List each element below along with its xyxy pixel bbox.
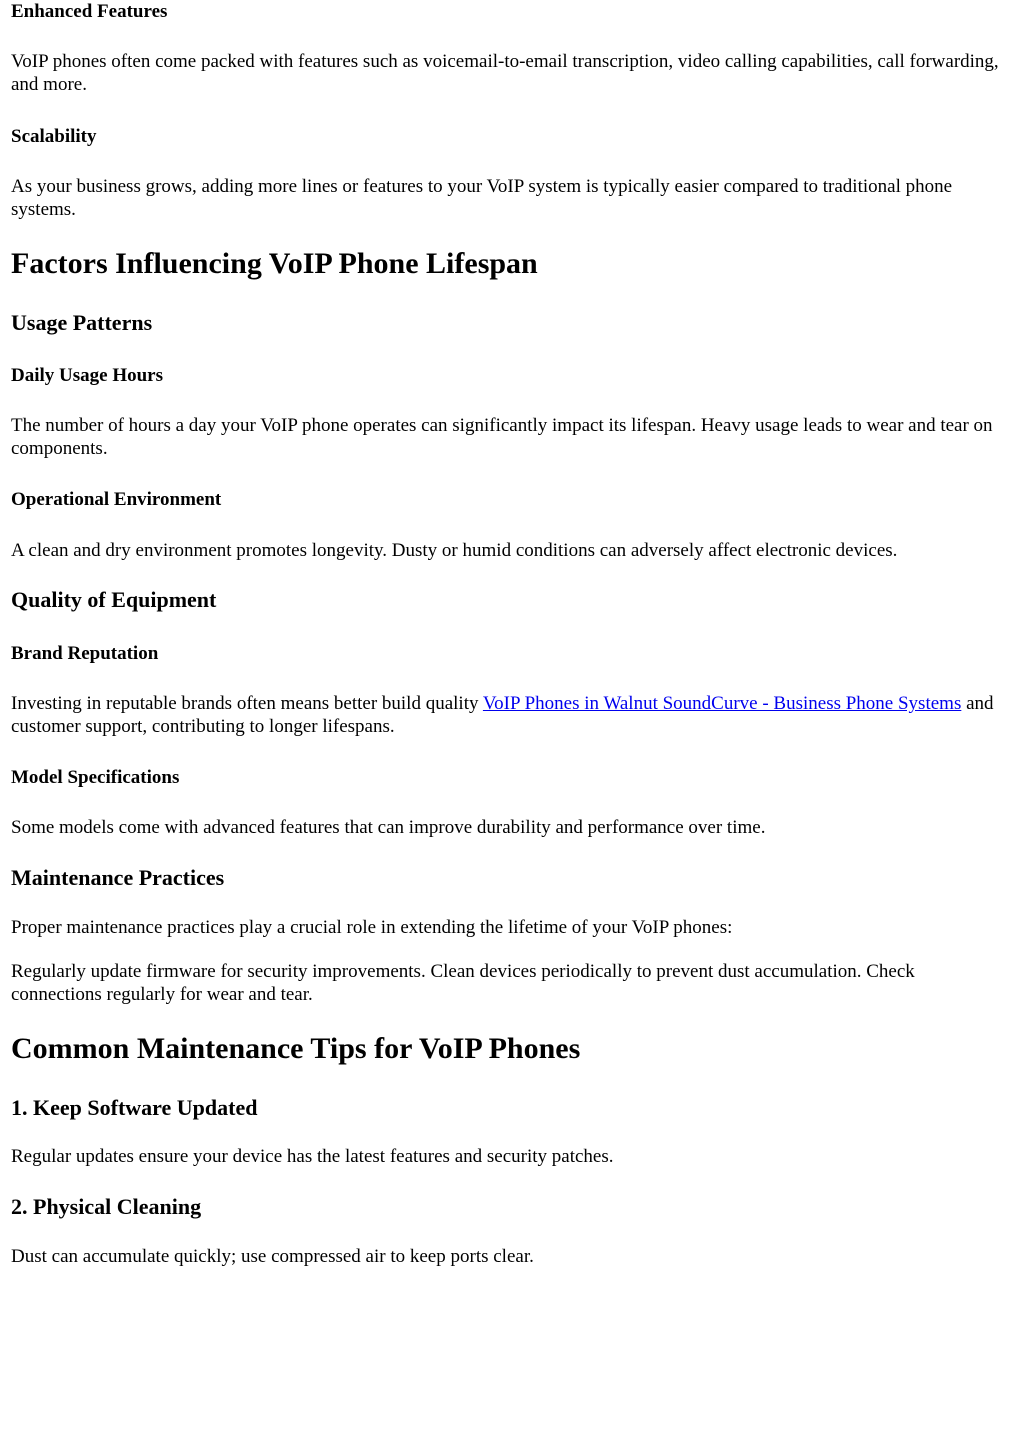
paragraph-enhanced-features: VoIP phones often come packed with features such as voicemail-to-email transcription, video calling capabilities, call forwarding, and more. <box>11 51 999 95</box>
heading-common-maintenance-tips: Common Maintenance Tips for VoIP Phones <box>11 1032 581 1065</box>
paragraph-keep-software-updated: Regular updates ensure your device has the latest features and security patches. <box>11 1146 614 1167</box>
paragraph-maintenance-practices: Regularly update firmware for security improvements. Clean devices periodically to prevent dust accumulation. Check connections regularly for wear and tear. <box>11 961 915 1005</box>
heading-physical-cleaning: 2. Physical Cleaning <box>11 1194 202 1219</box>
brand-text-after: and customer support, contributing to longer lifespans. <box>11 693 994 737</box>
heading-daily-usage-hours: Daily Usage Hours <box>11 365 163 386</box>
heading-usage-patterns: Usage Patterns <box>11 310 153 335</box>
paragraph-maintenance-intro: Proper maintenance practices play a crucial role in extending the lifetime of your VoIP phones: <box>11 917 733 938</box>
heading-quality-of-equipment: Quality of Equipment <box>11 587 217 612</box>
paragraph-daily-usage-hours: The number of hours a day your VoIP phone operates can significantly impact its lifespan. Heavy usage leads to wear and tear on components. <box>11 415 993 459</box>
voip-phones-walnut-link[interactable]: VoIP Phones in Walnut SoundCurve - Business Phone Systems <box>482 693 962 714</box>
paragraph-model-specifications: Some models come with advanced features that can improve durability and performance over time. <box>11 817 766 838</box>
heading-brand-reputation: Brand Reputation <box>11 643 159 664</box>
heading-factors: Factors Influencing VoIP Phone Lifespan <box>11 247 538 280</box>
heading-enhanced-features: Enhanced Features <box>11 1 168 22</box>
paragraph-physical-cleaning: Dust can accumulate quickly; use compressed air to keep ports clear. <box>11 1246 534 1267</box>
paragraph-brand-reputation <box>11 692 1001 738</box>
heading-keep-software-updated: 1. Keep Software Updated <box>11 1095 258 1120</box>
paragraph-scalability: As your business grows, adding more lines or features to your VoIP system is typically easier compared to traditional phone systems. <box>11 176 953 220</box>
heading-maintenance-practices: Maintenance Practices <box>11 865 225 890</box>
paragraph-operational-environment: A clean and dry environment promotes longevity. Dusty or humid conditions can adversely affect electronic devices. <box>11 540 898 561</box>
heading-model-specifications: Model Specifications <box>11 767 180 788</box>
brand-text-before: Investing in reputable brands often means better build quality <box>11 693 483 714</box>
heading-scalability: Scalability <box>11 126 97 147</box>
heading-operational-environment: Operational Environment <box>11 489 222 510</box>
